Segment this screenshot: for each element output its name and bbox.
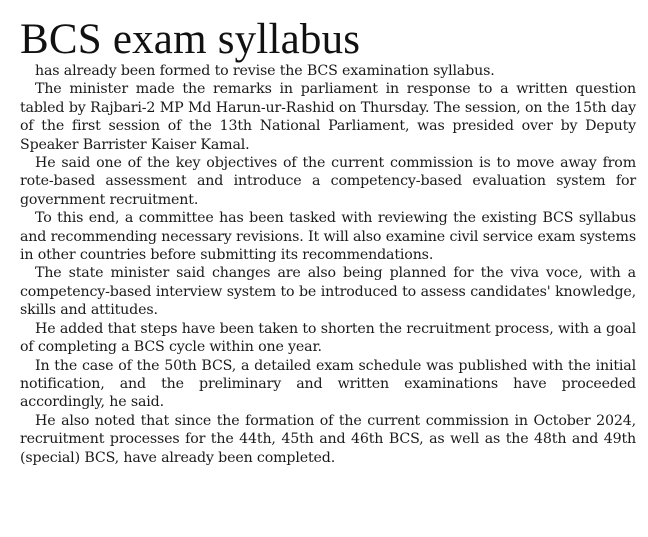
article-paragraph: He added that steps have been taken to shorten the recruitment process, with a goal of completing a BCS cycle within one year. — [20, 320, 636, 356]
news-article — [20, 18, 636, 467]
article-paragraph: The state minister said changes are also being planned for the viva voce, with a competency-based interview system to be introduced to assess candidates' knowledge, skills and attitudes. — [20, 265, 636, 319]
article-paragraph: He said one of the key objectives of the current commission is to move away from rote-based assessment and introduce a competency-based evaluation system for government recruitment. — [20, 155, 636, 208]
article-paragraph: The minister made the remarks in parliament in response to a written question tabled by Rajbari-2 MP Md Harun-ur-Rashid on Thursday. The session, on the 15th day of the first session of the 13th National Parliament, was presided over by Deputy Speaker Barrister Kaiser Kamal. — [20, 81, 636, 153]
article-headline: BCS exam syllabus — [20, 16, 361, 63]
article-body — [20, 62, 636, 467]
article-paragraph: In the case of the 50th BCS, a detailed exam schedule was published with the initial notification, and the preliminary and written examinations have proceeded accordingly, he said. — [20, 357, 636, 411]
article-paragraph: has already been formed to revise the BCS examination syllabus. — [35, 63, 495, 79]
article-paragraph: He also noted that since the formation of the current commission in October 2024, recruitment processes for the 44th, 45th and 46th BCS, as well as the 48th and 49th (special) BCS, have already been completed. — [20, 412, 636, 466]
article-paragraph: To this end, a committee has been tasked with reviewing the existing BCS syllabus and recommending necessary revisions. It will also examine civil service exam systems in other countries before submitting its recommendations. — [20, 210, 636, 264]
